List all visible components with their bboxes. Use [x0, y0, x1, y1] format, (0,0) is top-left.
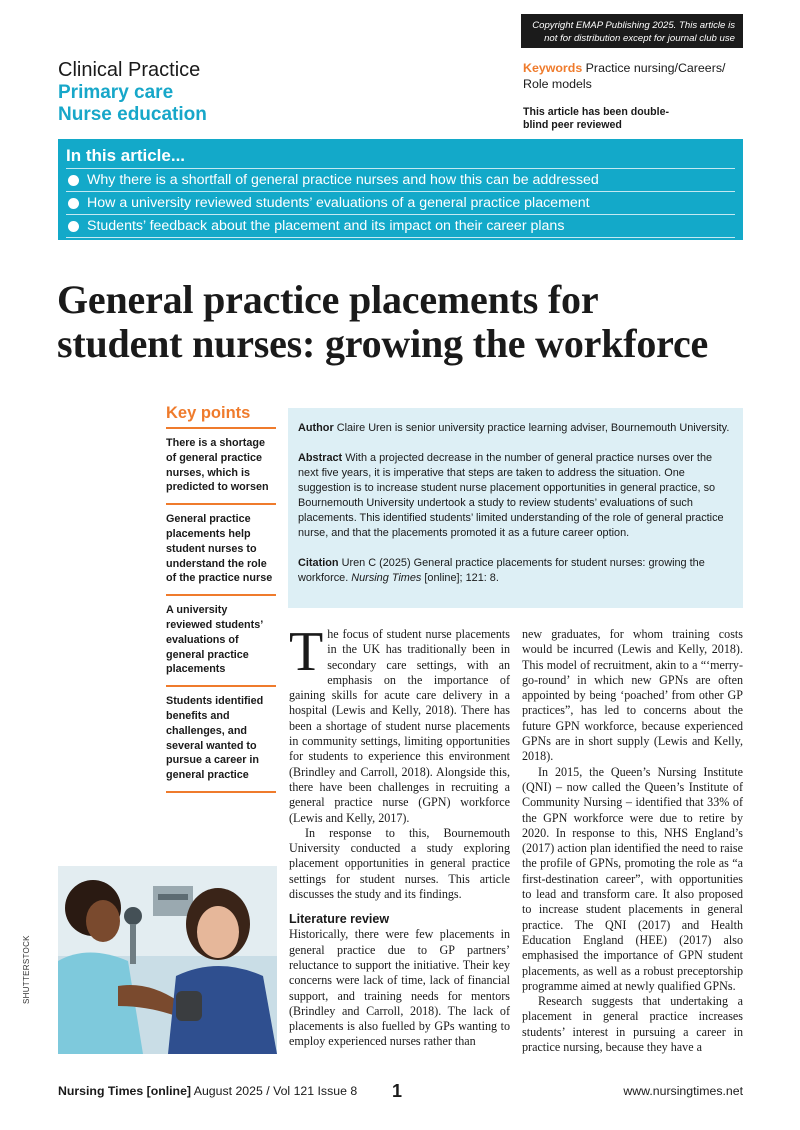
in-this-article-item: How a university reviewed students’ evaluations of a general practice placement — [66, 191, 735, 214]
citation-journal: Nursing Times — [351, 572, 422, 584]
author-paragraph — [298, 421, 733, 436]
body-paragraph: Research suggests that undertaking a placement in general practice increases students’ interest in pursuing a career in practice nursing, because they have a — [522, 994, 743, 1055]
citation-tail: [online]; 121: 8. — [424, 572, 499, 584]
headline-line-1: General practice placements for — [57, 277, 599, 322]
in-this-article-item: Students’ feedback about the placement and its impact on their career plans — [66, 214, 735, 238]
in-this-article-item: Why there is a shortfall of general practice nurses and how this can be addressed — [66, 168, 735, 191]
abstract-paragraph — [298, 451, 733, 541]
body-column-2 — [522, 627, 743, 1055]
abstract-box — [288, 408, 743, 608]
photo-illustration — [58, 866, 277, 1054]
keywords-text: Practice nursing/Careers/ Role models — [523, 61, 726, 91]
bullet-icon — [68, 198, 79, 209]
key-point-item: General practice placements help student nurses to understand the role of the practice nurse — [166, 505, 276, 596]
footer-issue: August 2025 / Vol 121 Issue 8 — [193, 1084, 358, 1098]
in-this-article-box — [58, 139, 743, 240]
keywords-label: Keywords — [523, 61, 583, 75]
bullet-icon — [68, 175, 79, 186]
citation-paragraph — [298, 556, 733, 586]
key-point-item: There is a shortage of general practice nurses, which is predicted to worsen — [166, 429, 276, 505]
section-main: Clinical Practice — [58, 59, 201, 81]
headline-line-2: student nurses: growing the workforce — [57, 321, 709, 366]
key-point-item: Students identified benefits and challenges, and several wanted to pursue a career in general practice — [166, 687, 276, 793]
body-paragraph: The focus of student nurse placements in the UK has traditionally been in secondary care settings, with an emphasis on the importance of gaining skills for acute care delivery in a hospital (Lewis and Kelly, 2018). There has been a shortage of student nurse placements in community settings, limiting opportunities for students to experience this environment (Brindley and Carroll, 2018). Alongside this, there have been challenges in recruiting a general practice nurse (GPN) workforce (Lewis and Kelly, 2017). — [289, 621, 510, 825]
keywords-block — [523, 60, 748, 132]
author-label: Author — [298, 422, 334, 434]
body-paragraph: Historically, there were few placements in general practice due to GP partners’ reluctance to support the initiative. Their key concerns were lack of time, lack of financial support, and training needs for mentors (Brindley and Carroll, 2018). The lack of placements is also fuelled by GPs wanting to employ experienced nurses rather than — [289, 927, 510, 1049]
body-paragraph: new graduates, for whom training costs would be incurred (Lewis and Kelly, 2018). This model of recruitment, akin to a “‘merry-go-round’ in which new GPNs are often appointed by being ‘poached’ from other GP practices”, has led to concerns about the future GPN workforce, because experienced GPNs are in short supply (Lewis and Kelly, 2018). — [522, 627, 743, 764]
body-paragraph: In 2015, the Queen’s Nursing Institute (QNI) – now called the Queen’s Institute of Community Nursing – identified that 33% of the GPN workforce were due to retire by 2020. In response to this, NHS England’s (2017) action plan identified the need to raise the profile of GPNs, promoting the role as “a first-destination career”, with opportunities to lead and transform care. It also proposed to increase student placements in general practice. The QNI (2017) and Health Education England (HEE) (2017) also emphasised the importance of GPN student placements, as well as a robust preceptorship programme aimed at newly qualified GPNs. — [522, 764, 743, 993]
photo-credit: SHUTTERSTOCK — [22, 935, 31, 1004]
copyright-notice: Copyright EMAP Publishing 2025. This article is not for distribution except for journal club use — [521, 14, 743, 48]
peer-review-note: This article has been double-blind peer reviewed — [523, 106, 669, 131]
key-points-title: Key points — [166, 403, 276, 429]
bullet-icon — [68, 221, 79, 232]
page-footer — [58, 1081, 743, 1101]
abstract-text: With a projected decrease in the number of general practice nurses over the next five years, it is imperative that steps are taken to address the situation. One suggestion is to increase student nurse placement opportunities in general practice, so Bournemouth University undertook a study to review students’ evaluations of such placements. This identified students’ limited understanding of the role of general practice nurse, and that the placements promoted it as a future career option. — [298, 452, 724, 539]
in-this-article-title: In this article... — [66, 146, 186, 165]
footer-url: www.nursingtimes.net — [623, 1084, 743, 1098]
subheading-literature-review: Literature review — [289, 912, 390, 927]
citation-text: Uren C (2025) General practice placements for student nurses: growing the workforce. — [298, 557, 705, 584]
page-number: 1 — [392, 1081, 403, 1101]
footer-journal: Nursing Times [online] — [58, 1084, 192, 1098]
body-paragraph: In response to this, Bournemouth University conducted a study exploring placement opportunities in general practice settings for student nurses. This article discusses the study and its findings. — [289, 825, 510, 902]
article-headline — [57, 278, 757, 366]
author-text: Claire Uren is senior university practice learning adviser, Bournemouth University. — [336, 422, 730, 434]
section-labels — [58, 59, 207, 126]
abstract-label: Abstract — [298, 452, 343, 464]
section-sub-nurse-education: Nurse education — [58, 104, 207, 125]
footer-left — [58, 1084, 357, 1098]
section-sub-primary-care: Primary care — [58, 82, 174, 103]
key-points-sidebar — [166, 403, 276, 793]
citation-label: Citation — [298, 557, 339, 569]
article-photo — [58, 866, 277, 1054]
drop-cap: T — [289, 621, 324, 683]
body-column-1 — [289, 621, 510, 1050]
key-point-item: A university reviewed students’ evaluations of general practice placements — [166, 596, 276, 687]
in-this-article-list — [66, 168, 735, 238]
